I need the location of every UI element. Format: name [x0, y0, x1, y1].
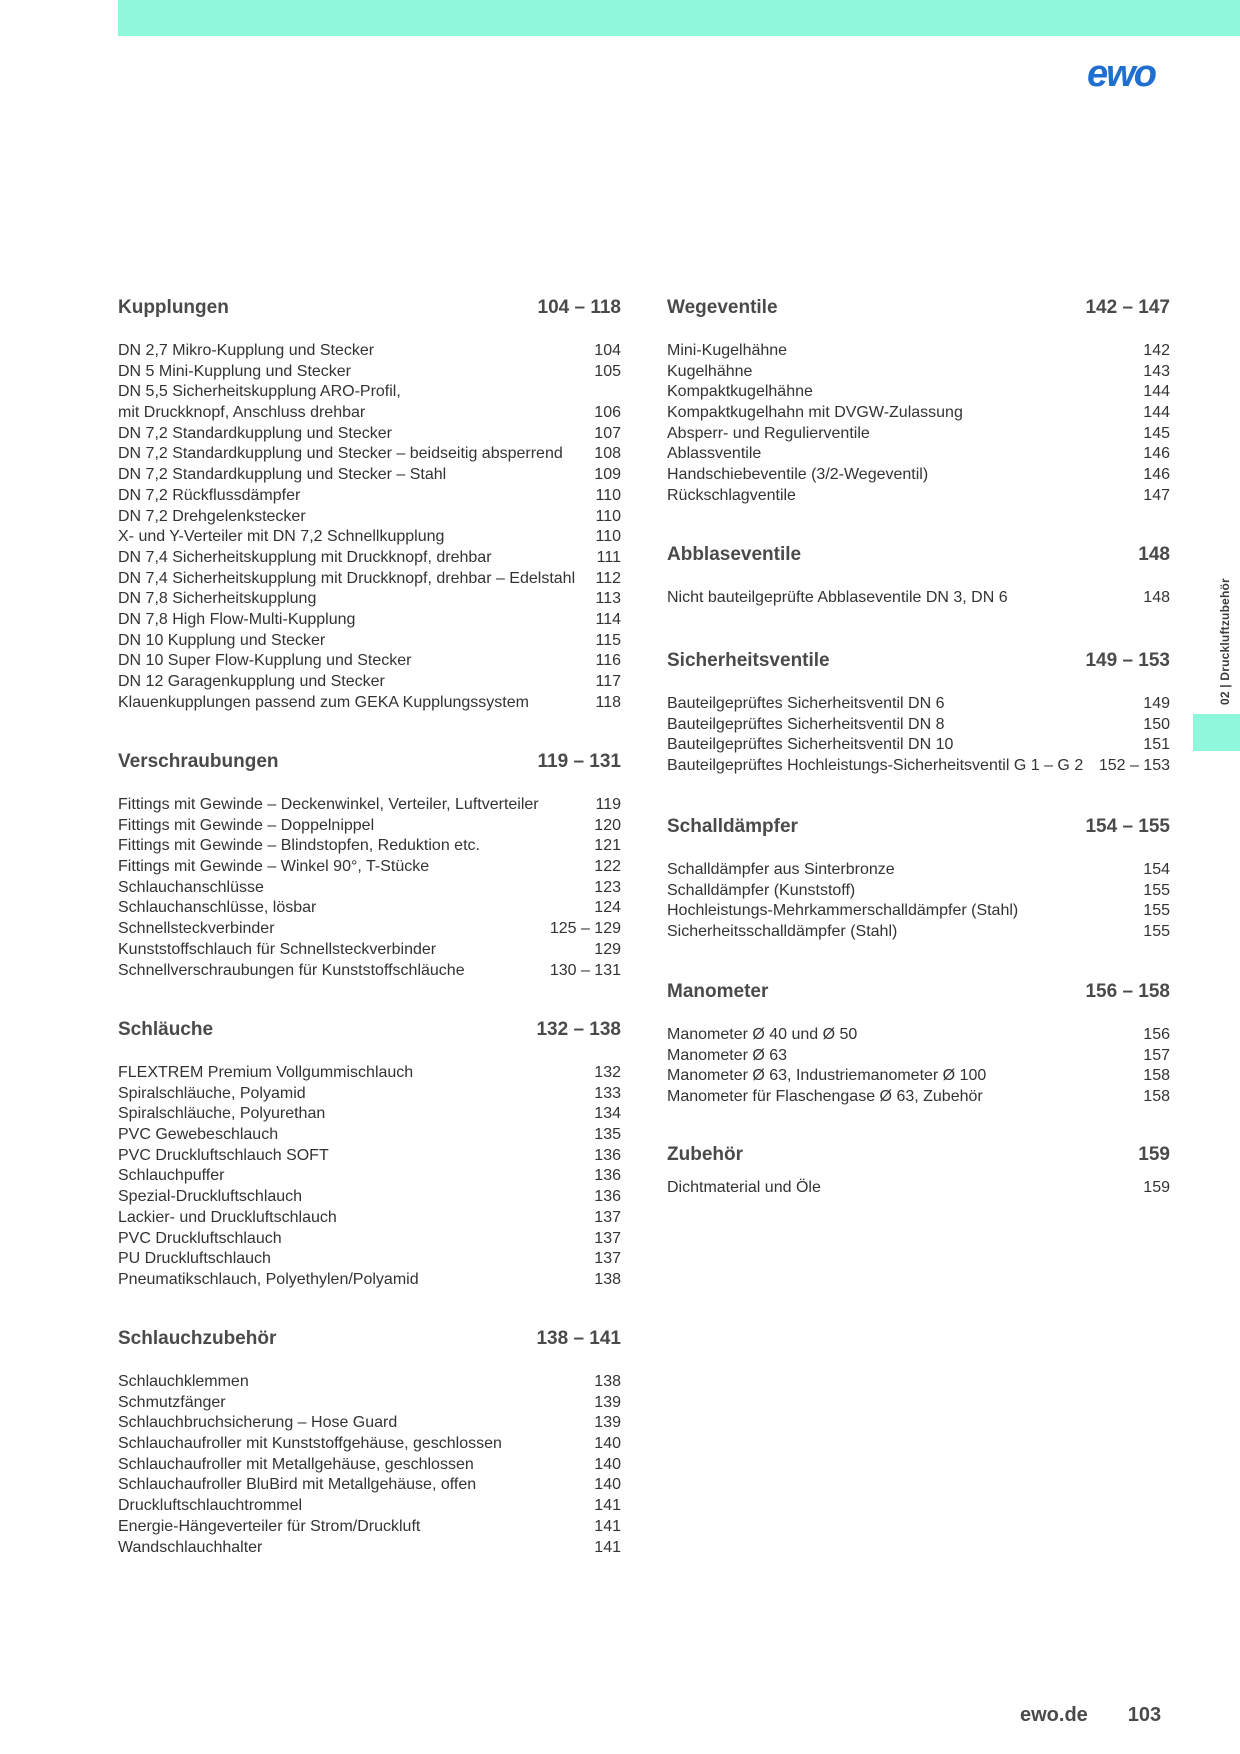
toc-entry-page: 122: [594, 858, 621, 876]
toc-entry-label: DN 7,2 Standardkupplung und Stecker – beidseitig absperrend: [118, 445, 563, 463]
chapter-label: 02 | Druckluftzubehör: [1218, 578, 1232, 705]
toc-entry-page: 115: [595, 631, 621, 649]
toc-entry-label: Bauteilgeprüftes Sicherheitsventil DN 10: [667, 736, 954, 754]
toc-entry-page: 140: [594, 1435, 621, 1453]
section-item-list: [667, 341, 1170, 507]
toc-entry-page: 142: [1143, 342, 1170, 359]
toc-entry[interactable]: [667, 341, 1170, 362]
section-heading[interactable]: [118, 1019, 621, 1043]
toc-entry-page: 114: [595, 610, 621, 628]
toc-entry[interactable]: [667, 1178, 1170, 1199]
toc-section: [667, 650, 1170, 777]
toc-entry-page: 112: [595, 569, 621, 587]
section-page-range: 132 – 138: [536, 1019, 621, 1040]
section-item-list: [667, 860, 1170, 943]
toc-entry-page: 152 – 153: [1098, 757, 1170, 775]
toc-entry[interactable]: [667, 1025, 1170, 1046]
toc-entry-label: DN 10 Kupplung und Stecker: [118, 631, 326, 649]
toc-entry[interactable]: [118, 362, 621, 383]
toc-entry-page: 110: [595, 528, 621, 546]
toc-entry[interactable]: [118, 1538, 621, 1559]
toc-entry-page: 139: [594, 1393, 621, 1411]
toc-entry-page: 158: [1143, 1088, 1170, 1106]
toc-entry-label: PVC Gewebeschlauch: [118, 1126, 279, 1144]
svg-text:ewo: ewo: [1087, 56, 1155, 94]
toc-entry-label: Druckluftschlauchtrommel: [118, 1497, 303, 1515]
toc-entry-page: 119: [595, 796, 621, 813]
toc-section: [667, 1144, 1170, 1199]
toc-entry-page: 111: [596, 548, 621, 566]
toc-entry-label: Kugelhähne: [667, 362, 753, 380]
toc-entry-page: 155: [1143, 881, 1170, 899]
toc-entry[interactable]: [118, 382, 621, 403]
toc-entry-page: 145: [1143, 424, 1170, 442]
toc-entry[interactable]: [118, 1455, 621, 1476]
top-accent-band: [118, 0, 1240, 36]
toc-entry[interactable]: [118, 1249, 621, 1270]
toc-section: [118, 297, 621, 713]
toc-entry-page: 140: [594, 1455, 621, 1473]
section-heading[interactable]: [667, 544, 1170, 568]
toc-entry-page: 105: [594, 362, 621, 380]
toc-entry[interactable]: [118, 1434, 621, 1455]
toc-entry-label: Schlauchaufroller BluBird mit Metallgehäuse, offen: [118, 1476, 477, 1494]
toc-entry-label: Absperr- und Regulierventile: [667, 424, 870, 442]
toc-entry-page: 144: [1143, 404, 1170, 422]
section-title: Schalldämpfer: [667, 816, 798, 837]
toc-entry[interactable]: [667, 756, 1170, 777]
toc-entry[interactable]: [118, 465, 621, 486]
toc-entry-label: Fittings mit Gewinde – Deckenwinkel, Verteiler, Luftverteiler: [118, 796, 539, 813]
toc-entry[interactable]: [118, 1229, 621, 1250]
toc-entry-label: Lackier- und Druckluftschlauch: [118, 1208, 337, 1226]
toc-entry[interactable]: [118, 1372, 621, 1393]
toc-entry-label: Rückschlagventile: [667, 486, 796, 504]
toc-entry[interactable]: [118, 1208, 621, 1229]
toc-entry-page: 148: [1143, 589, 1170, 606]
section-heading[interactable]: [667, 650, 1170, 674]
toc-entry-page: 154: [1143, 861, 1170, 878]
toc-entry[interactable]: [118, 1063, 621, 1084]
toc-entry[interactable]: [118, 527, 621, 548]
toc-entry-page: 109: [594, 466, 621, 484]
toc-entry-page: 133: [594, 1084, 621, 1102]
toc-section: [118, 751, 621, 981]
toc-entry[interactable]: [118, 693, 621, 714]
toc-entry[interactable]: [118, 610, 621, 631]
toc-entry-label: DN 7,2 Standardkupplung und Stecker: [118, 424, 392, 442]
toc-entry-page: 137: [594, 1229, 621, 1247]
toc-entry[interactable]: [118, 857, 621, 878]
ewo-logo: [1070, 56, 1172, 94]
toc-entry-label: Hochleistungs-Mehrkammerschalldämpfer (Stahl): [667, 902, 1019, 920]
toc-entry-label: Schlauchklemmen: [118, 1373, 249, 1390]
section-item-list: [667, 1178, 1170, 1199]
toc-entry-label: Spiralschläuche, Polyurethan: [118, 1105, 326, 1123]
toc-entry[interactable]: [667, 403, 1170, 424]
toc-entry-page: 149: [1143, 695, 1170, 712]
toc-entry[interactable]: [667, 382, 1170, 403]
toc-entry-label: X- und Y-Verteiler mit DN 7,2 Schnellkupplung: [118, 528, 445, 546]
toc-entry[interactable]: [118, 444, 621, 465]
toc-section: [667, 816, 1170, 943]
section-page-range: 104 – 118: [537, 297, 621, 318]
toc-entry[interactable]: [118, 486, 621, 507]
toc-section: [118, 1019, 621, 1291]
toc-entry-page: 140: [594, 1476, 621, 1494]
toc-entry-page: 147: [1143, 486, 1170, 504]
toc-entry-label: DN 5 Mini-Kupplung und Stecker: [118, 362, 352, 380]
toc-entry-page: 134: [594, 1105, 621, 1123]
toc-entry-page: 117: [595, 673, 621, 690]
toc-entry-label: Mini-Kugelhähne: [667, 342, 788, 359]
toc-entry[interactable]: [118, 1187, 621, 1208]
toc-entry[interactable]: [118, 651, 621, 672]
toc-entry-label: PVC Druckluftschlauch SOFT: [118, 1146, 329, 1164]
toc-entry-page: 146: [1143, 445, 1170, 463]
toc-entry[interactable]: [667, 444, 1170, 465]
toc-entry-label: Spezial-Druckluftschlauch: [118, 1188, 303, 1206]
page-footer: [1020, 1704, 1161, 1727]
toc-entry-page: 121: [594, 837, 621, 855]
toc-entry[interactable]: [667, 362, 1170, 383]
toc-entry[interactable]: [118, 878, 621, 899]
page-number: 103: [1127, 1704, 1162, 1726]
toc-entry-label: FLEXTREM Premium Vollgummischlauch: [118, 1064, 414, 1081]
toc-entry[interactable]: [118, 795, 621, 816]
toc-entry-page: 143: [1143, 362, 1170, 380]
toc-entry-page: 136: [594, 1167, 621, 1185]
toc-entry-page: 132: [594, 1064, 621, 1081]
toc-entry-label: Schlauchpuffer: [118, 1167, 225, 1185]
toc-entry-label: Schlauchaufroller mit Metallgehäuse, geschlossen: [118, 1455, 474, 1473]
toc-entry-label: Kunststoffschlauch für Schnellsteckverbinder: [118, 940, 437, 958]
section-item-list: [118, 341, 621, 713]
section-heading[interactable]: [667, 816, 1170, 840]
toc-entry[interactable]: [667, 1087, 1170, 1108]
toc-entry-label: Schmutzfänger: [118, 1393, 226, 1411]
toc-entry-label: DN 7,8 Sicherheitskupplung: [118, 590, 317, 608]
toc-entry-label: Fittings mit Gewinde – Doppelnippel: [118, 816, 375, 834]
toc-entry-label: Kompaktkugelhahn mit DVGW-Zulassung: [667, 404, 963, 422]
toc-entry-page: 137: [594, 1250, 621, 1268]
section-page-range: 159: [1138, 1144, 1170, 1165]
section-page-range: 142 – 147: [1085, 297, 1170, 318]
section-page-range: 154 – 155: [1085, 816, 1170, 837]
toc-entry-page: 124: [594, 899, 621, 917]
toc-entry-page: 141: [594, 1497, 621, 1515]
toc-entry-page: 141: [594, 1538, 621, 1556]
section-title: Verschraubungen: [118, 751, 279, 772]
toc-entry-label: DN 5,5 Sicherheitskupplung ARO-Profil,: [118, 383, 401, 401]
toc-entry-page: 137: [594, 1208, 621, 1226]
toc-entry[interactable]: [118, 1475, 621, 1496]
toc-entry-label: Schnellverschraubungen für Kunststoffschläuche: [118, 961, 465, 979]
toc-entry[interactable]: [118, 589, 621, 610]
toc-entry-page: 156: [1143, 1026, 1170, 1043]
toc-entry-label: Bauteilgeprüftes Sicherheitsventil DN 8: [667, 715, 945, 733]
toc-entry[interactable]: [667, 860, 1170, 881]
toc-entry[interactable]: [667, 901, 1170, 922]
toc-entry-label: Ablassventile: [667, 445, 762, 463]
toc-entry-page: 118: [595, 693, 621, 711]
toc-entry[interactable]: [118, 631, 621, 652]
toc-entry-label: Handschiebeventile (3/2-Wegeventil): [667, 466, 929, 484]
toc-entry[interactable]: [118, 341, 621, 362]
section-item-list: [667, 694, 1170, 777]
section-heading[interactable]: [667, 981, 1170, 1005]
toc-entry-label: Wandschlauchhalter: [118, 1538, 263, 1556]
toc-entry-label: Schalldämpfer aus Sinterbronze: [667, 861, 895, 878]
toc-entry[interactable]: [118, 507, 621, 528]
toc-entry[interactable]: [667, 1046, 1170, 1067]
section-item-list: [667, 588, 1170, 609]
toc-entry[interactable]: [118, 1146, 621, 1167]
toc-entry[interactable]: [118, 424, 621, 445]
toc-entry[interactable]: [667, 1066, 1170, 1087]
toc-entry-label: Dichtmaterial und Öle: [667, 1179, 821, 1196]
toc-entry-page: 110: [595, 486, 621, 504]
toc-entry-label: Schlauchanschlüsse: [118, 878, 264, 896]
section-title: Wegeventile: [667, 297, 778, 318]
toc-entry-page: 150: [1143, 715, 1170, 733]
toc-entry-page: 116: [595, 652, 621, 670]
toc-entry-label: mit Druckknopf, Anschluss drehbar: [118, 404, 366, 422]
toc-entry-page: 138: [594, 1270, 621, 1288]
toc-entry-label: Kompaktkugelhähne: [667, 383, 813, 401]
toc-entry-page: 158: [1143, 1067, 1170, 1085]
toc-entry-page: 104: [594, 342, 621, 359]
toc-entry[interactable]: [118, 816, 621, 837]
toc-entry[interactable]: [118, 1393, 621, 1414]
toc-entry-label: Sicherheitsschalldämpfer (Stahl): [667, 923, 898, 941]
toc-entry-label: DN 7,2 Standardkupplung und Stecker – Stahl: [118, 466, 447, 484]
toc-entry-page: 139: [594, 1414, 621, 1432]
toc-entry-page: 155: [1143, 902, 1170, 920]
toc-entry[interactable]: [118, 1270, 621, 1291]
toc-entry-page: 110: [595, 507, 621, 525]
toc-entry-page: 136: [594, 1146, 621, 1164]
toc-entry-label: DN 7,4 Sicherheitskupplung mit Druckknopf, drehbar – Edelstahl: [118, 569, 576, 587]
toc-entry-label: DN 7,4 Sicherheitskupplung mit Druckknopf, drehbar: [118, 548, 492, 566]
toc-section: [667, 297, 1170, 507]
toc-entry[interactable]: [118, 1084, 621, 1105]
toc-entry[interactable]: [667, 486, 1170, 507]
toc-entry-label: Schnellsteckverbinder: [118, 920, 275, 938]
toc-entry[interactable]: [118, 1413, 621, 1434]
toc-entry-label: Manometer für Flaschengase Ø 63, Zubehör: [667, 1088, 983, 1106]
section-item-list: [118, 795, 621, 981]
toc-entry-label: Schlauchbruchsicherung – Hose Guard: [118, 1414, 398, 1432]
toc-entry-page: 125 – 129: [549, 920, 621, 938]
toc-entry[interactable]: [118, 672, 621, 693]
section-page-range: 148: [1138, 544, 1170, 565]
section-item-list: [118, 1063, 621, 1291]
toc-entry[interactable]: [118, 898, 621, 919]
toc-entry-label: DN 2,7 Mikro-Kupplung und Stecker: [118, 342, 375, 359]
section-title: Schläuche: [118, 1019, 214, 1040]
toc-entry[interactable]: [118, 940, 621, 961]
toc-entry[interactable]: [118, 1104, 621, 1125]
toc-entry[interactable]: [667, 922, 1170, 943]
toc-entry[interactable]: [667, 715, 1170, 736]
section-title: Kupplungen: [118, 297, 229, 318]
toc-entry-label: PU Druckluftschlauch: [118, 1250, 271, 1268]
section-item-list: [667, 1025, 1170, 1108]
toc-entry[interactable]: [667, 881, 1170, 902]
toc-entry-page: 159: [1143, 1179, 1170, 1196]
toc-entry-label: PVC Druckluftschlauch: [118, 1229, 282, 1247]
toc-entry-page: 144: [1143, 383, 1170, 401]
toc-entry-label: Fittings mit Gewinde – Blindstopfen, Reduktion etc.: [118, 837, 480, 855]
toc-entry-page: 113: [595, 590, 621, 608]
footer-website[interactable]: ewo.de: [1020, 1704, 1088, 1726]
section-page-range: 119 – 131: [537, 751, 621, 772]
section-heading[interactable]: [118, 1328, 621, 1352]
toc-section: [667, 981, 1170, 1108]
toc-entry-label: Nicht bauteilgeprüfte Abblaseventile DN 3, DN 6: [667, 589, 1008, 606]
toc-entry-label: Bauteilgeprüftes Hochleistungs-Sicherheitsventil G 1 – G 2: [667, 757, 1084, 775]
toc-entry-page: 151: [1143, 736, 1170, 754]
toc-entry-page: 135: [594, 1126, 621, 1144]
toc-entry-page: 146: [1143, 466, 1170, 484]
toc-entry[interactable]: [118, 1125, 621, 1146]
toc-entry-page: 108: [594, 445, 621, 463]
toc-entry-label: Energie-Hängeverteiler für Strom/Druckluft: [118, 1517, 421, 1535]
section-heading[interactable]: [118, 297, 621, 321]
toc-entry[interactable]: [118, 548, 621, 569]
toc-entry-label: DN 12 Garagenkupplung und Stecker: [118, 673, 385, 690]
section-heading[interactable]: [667, 1144, 1170, 1168]
toc-entry-page: 129: [594, 940, 621, 958]
toc-entry-label: DN 7,8 High Flow-Multi-Kupplung: [118, 610, 356, 628]
toc-entry[interactable]: [118, 836, 621, 857]
toc-entry[interactable]: [118, 1496, 621, 1517]
section-title: Manometer: [667, 981, 769, 1002]
section-page-range: 156 – 158: [1085, 981, 1170, 1002]
toc-entry-page: 138: [594, 1373, 621, 1390]
toc-entry[interactable]: [118, 919, 621, 940]
toc-entry-label: Manometer Ø 63: [667, 1046, 788, 1064]
section-title: Sicherheitsventile: [667, 650, 830, 671]
section-page-range: 149 – 153: [1085, 650, 1170, 671]
toc-entry-label: Fittings mit Gewinde – Winkel 90°, T-Stücke: [118, 858, 430, 876]
toc-section: [667, 544, 1170, 609]
toc-entry[interactable]: [667, 588, 1170, 609]
toc-entry-label: Pneumatikschlauch, Polyethylen/Polyamid: [118, 1270, 419, 1288]
section-heading[interactable]: [667, 297, 1170, 321]
toc-entry-page: 106: [594, 404, 621, 422]
toc-entry-label: Klauenkupplungen passend zum GEKA Kupplungssystem: [118, 693, 529, 711]
section-title: Schlauchzubehör: [118, 1328, 277, 1349]
section-title: Abblaseventile: [667, 544, 802, 565]
toc-entry[interactable]: [667, 424, 1170, 445]
toc-entry[interactable]: [667, 694, 1170, 715]
section-heading[interactable]: [118, 751, 621, 775]
toc-entry[interactable]: [118, 569, 621, 590]
toc-entry-label: DN 7,2 Rückflussdämpfer: [118, 486, 301, 504]
toc-entry-label: DN 10 Super Flow-Kupplung und Stecker: [118, 652, 412, 670]
toc-entry-label: DN 7,2 Drehgelenkstecker: [118, 507, 306, 525]
toc-entry-label: Spiralschläuche, Polyamid: [118, 1084, 306, 1102]
toc-entry[interactable]: [118, 1166, 621, 1187]
toc-entry-page: 155: [1143, 923, 1170, 941]
section-title: Zubehör: [667, 1144, 743, 1165]
toc-entry-page: 107: [594, 424, 621, 442]
toc-entry-page: 141: [594, 1517, 621, 1535]
toc-entry[interactable]: [667, 465, 1170, 486]
toc-section: [118, 1328, 621, 1558]
toc-entry[interactable]: [118, 1517, 621, 1538]
toc-entry-label: Schlauchanschlüsse, lösbar: [118, 899, 317, 917]
toc-entry[interactable]: [667, 735, 1170, 756]
toc-entry-page: 130 – 131: [549, 961, 621, 979]
section-item-list: [118, 1372, 621, 1558]
toc-entry-page: 157: [1143, 1046, 1170, 1064]
toc-entry-label: Manometer Ø 63, Industriemanometer Ø 100: [667, 1067, 987, 1085]
toc-entry[interactable]: [118, 403, 621, 424]
toc-entry-label: Bauteilgeprüftes Sicherheitsventil DN 6: [667, 695, 945, 712]
toc-entry-label: Schlauchaufroller mit Kunststoffgehäuse, geschlossen: [118, 1435, 502, 1453]
section-page-range: 138 – 141: [536, 1328, 621, 1349]
toc-entry-label: Manometer Ø 40 und Ø 50: [667, 1026, 858, 1043]
toc-entry[interactable]: [118, 961, 621, 982]
toc-entry-label: Schalldämpfer (Kunststoff): [667, 881, 856, 899]
toc-entry-page: 120: [594, 816, 621, 834]
chapter-tab: [1193, 714, 1240, 751]
toc-entry-page: 123: [594, 878, 621, 896]
toc-entry-page: 136: [594, 1188, 621, 1206]
